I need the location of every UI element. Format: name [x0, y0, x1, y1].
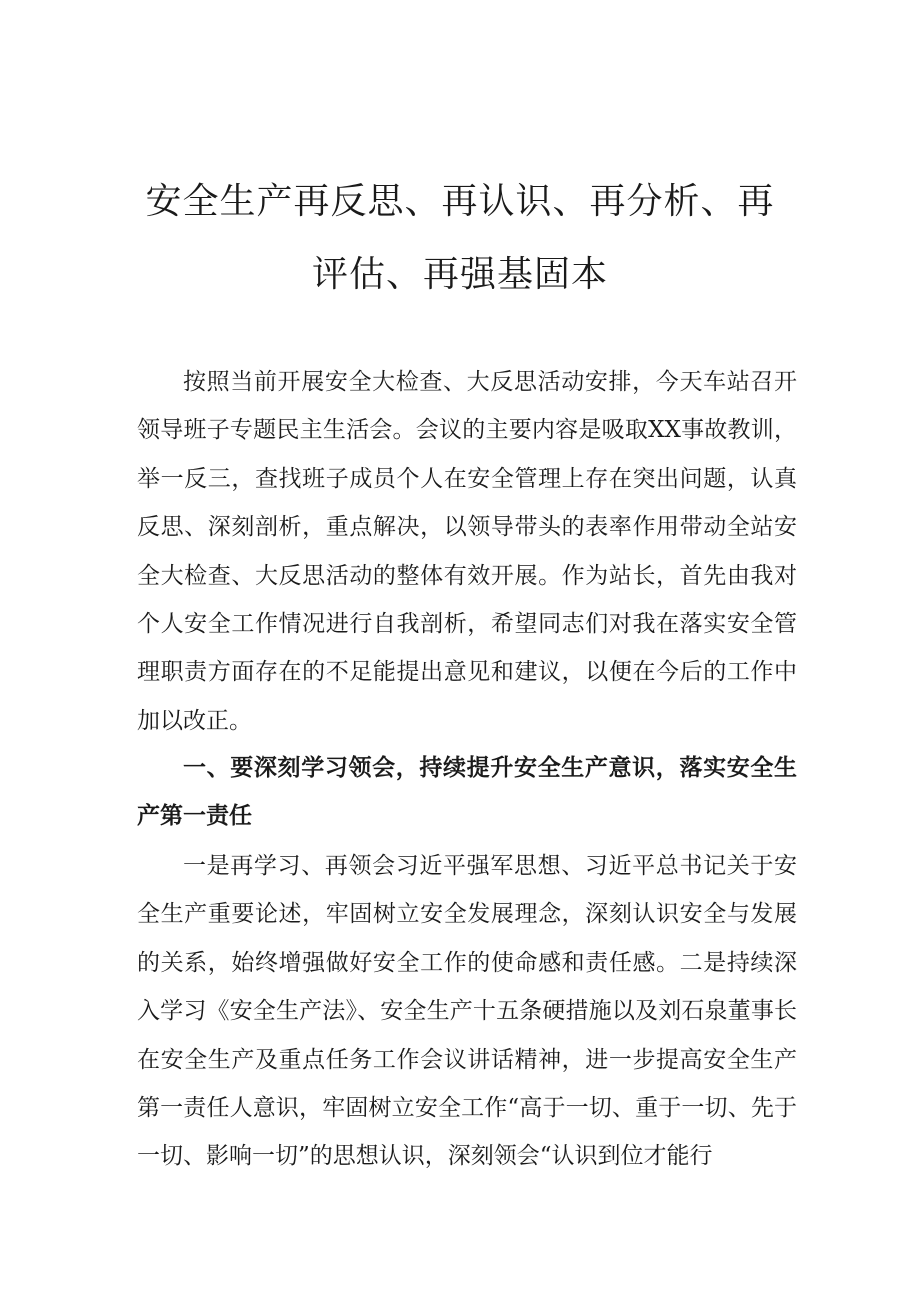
section-heading-1: 一、要深刻学习领会，持续提升安全生产意识，落实安全生产第一责任	[137, 755, 797, 830]
intro-paragraph: 按照当前开展安全大检查、大反思活动安排，今天车站召开领导班子专题民主生活会。会议的主要内容是吸取XX事故教训，举一反三，查找班子成员个人在安全管理上存在突出问题，认真反思、深刻剖析，重点解决，以领导带头的表率作用带动全站安全大检查、大反思活动的整体有效开展。作为站长，首先由我对个人安全工作情况进行自我剖析，希望同志们对我在落实安全管理职责方面存在的不足能提出意见和建议，以便在今后的工作中加以改正。	[137, 369, 797, 734]
section-1-body-paragraph: 一是再学习、再领会习近平强军思想、习近平总书记关于安全生产重要论述，牢固树立安全发展理念，深刻认识安全与发展的关系，始终增强做好安全工作的使命感和责任感。二是持续深入学习《安全生产法》、安全生产十五条硬措施以及刘石泉董事长在安全生产及重点任务工作会议讲话精神，进一步提高安全生产第一责任人意识，牢固树立安全工作“高于一切、重于一切、先于一切、影响一切”的思想认识，深刻领会“认识到位才能行	[137, 853, 797, 1170]
document-title-line-2: 评估、再强基固本	[311, 254, 608, 295]
document-title-line-1: 安全生产再反思、再认识、再分析、再	[145, 181, 775, 222]
